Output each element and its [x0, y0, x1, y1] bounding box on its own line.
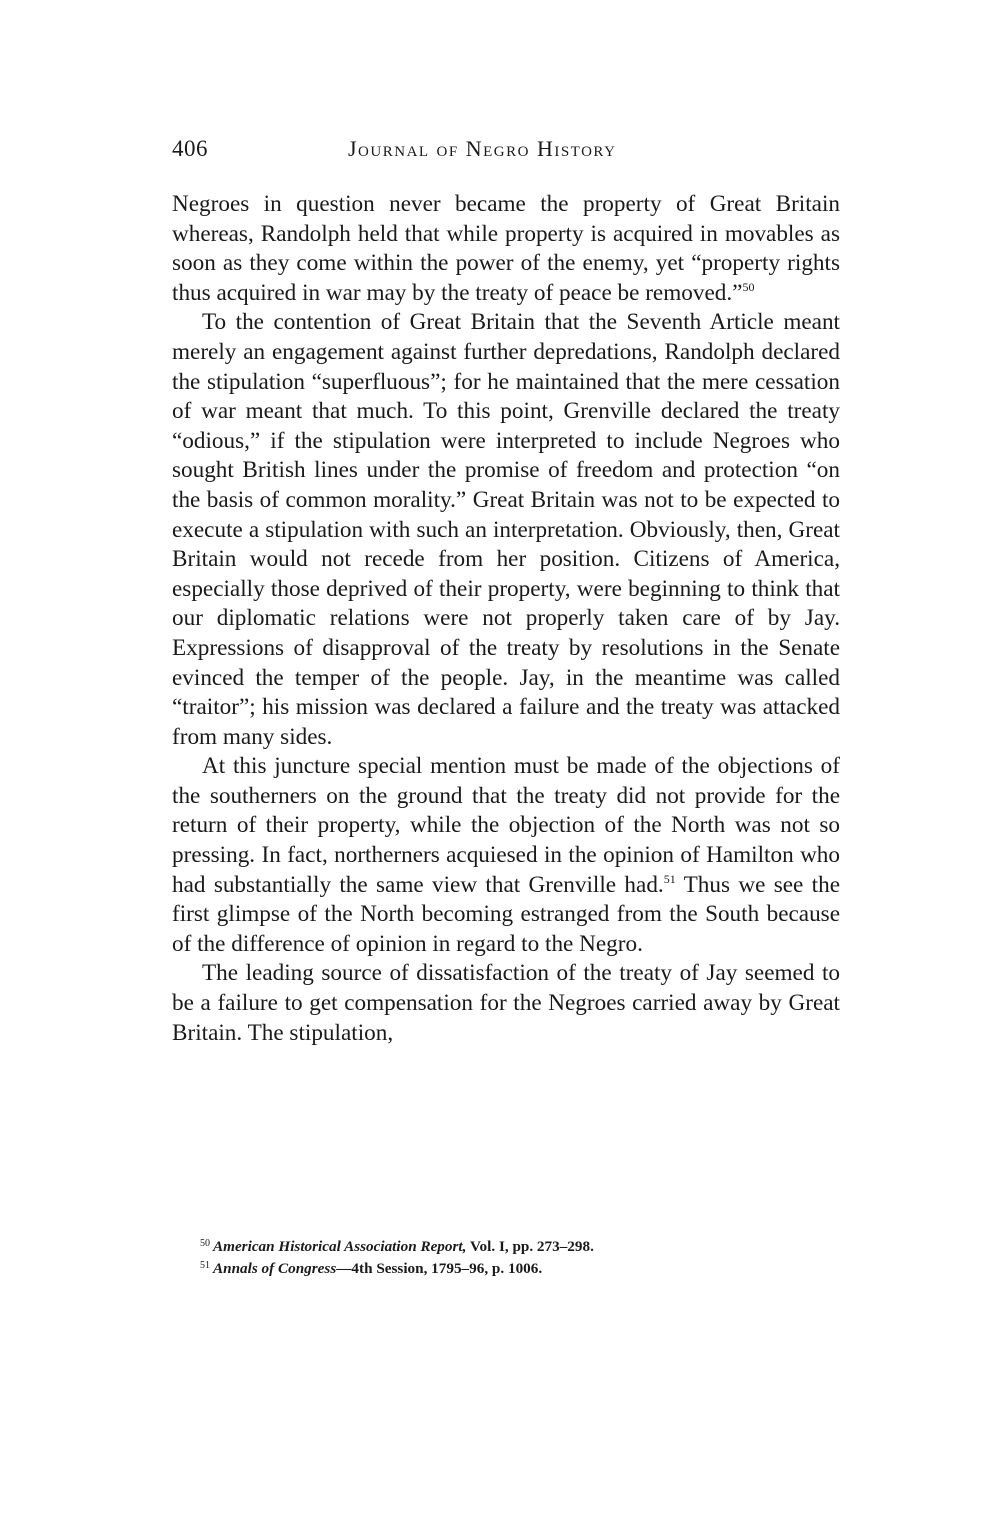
footnote-51-number: 51 [200, 1260, 210, 1271]
paragraph-2 [172, 308, 840, 752]
footnote-ref-51: 51 [663, 871, 676, 886]
footnote-50-title: American Historical Association Report, [213, 1238, 467, 1255]
footnote-51 [200, 1258, 840, 1280]
footnote-50 [200, 1236, 840, 1258]
paragraph-3 [172, 752, 840, 959]
page-number: 406 [172, 136, 208, 161]
paragraph-3-text-after: Thus we see the first glimpse of the North becoming estranged from the South because of the difference of opinion in regard to the Negro. [172, 871, 840, 957]
footnote-51-rest: —4th Session, 1795–96, p. 1006. [336, 1260, 543, 1277]
paragraph-4 [172, 959, 840, 1048]
paragraph-2-text: To the contention of Great Britain that the Seventh Article meant merely an engagement against further depredations, Randolph declared the stipulation “superfluous”; for he maintained that the mere cessation of war meant that much. To this point, Grenville declared the treaty “odious,” if the stipulation were interpreted to include Negroes who sought British lines under the promise of freedom and protection “on the basis of common morality.” Great Britain was not to be expected to execute a stipulation with such an interpretation. Obviously, then, Great Britain would not recede from her position. Citizens of America, especially those deprived of their property, were beginning to think that our diplomatic relations were not properly taken care of by Jay. Expressions of disapproval of the treaty by resolutions in the Senate evinced the temper of the people. Jay, in the meantime was called “traitor”; his mission was declared a failure and the treaty was attacked from many sides. [172, 309, 840, 750]
paragraph-4-text: The leading source of dissatisfaction of the treaty of Jay seemed to be a failure to get compensation for the Negroes carried away by Great Britain. The stipulation, [172, 960, 840, 1046]
footnote-ref-50: 50 [742, 279, 755, 294]
page-header [172, 136, 840, 170]
running-head: Journal of Negro History [348, 136, 617, 161]
footnote-51-title: Annals of Congress [213, 1260, 337, 1277]
paragraph-3-text-before: At this juncture special mention must be made of the objections of the southerners on the ground that the treaty did not provide for the return of their property, while the objection of the North was not so pressing. In fact, northerners acquiesed in the opinion of Hamilton who had substantially the same view that Grenville had. [172, 753, 840, 898]
paragraph-1 [172, 190, 840, 308]
body-text [172, 190, 840, 1048]
footnote-50-rest: Vol. I, pp. 273–298. [466, 1238, 594, 1255]
paragraph-1-text: Negroes in question never became the property of Great Britain whereas, Randolph held that while property is acquired in movables as soon as they come within the power of the enemy, yet “property rights thus acquired in war may by the treaty of peace be removed.” [172, 191, 840, 306]
footnote-50-number: 50 [200, 1238, 210, 1249]
footnotes [200, 1236, 840, 1280]
